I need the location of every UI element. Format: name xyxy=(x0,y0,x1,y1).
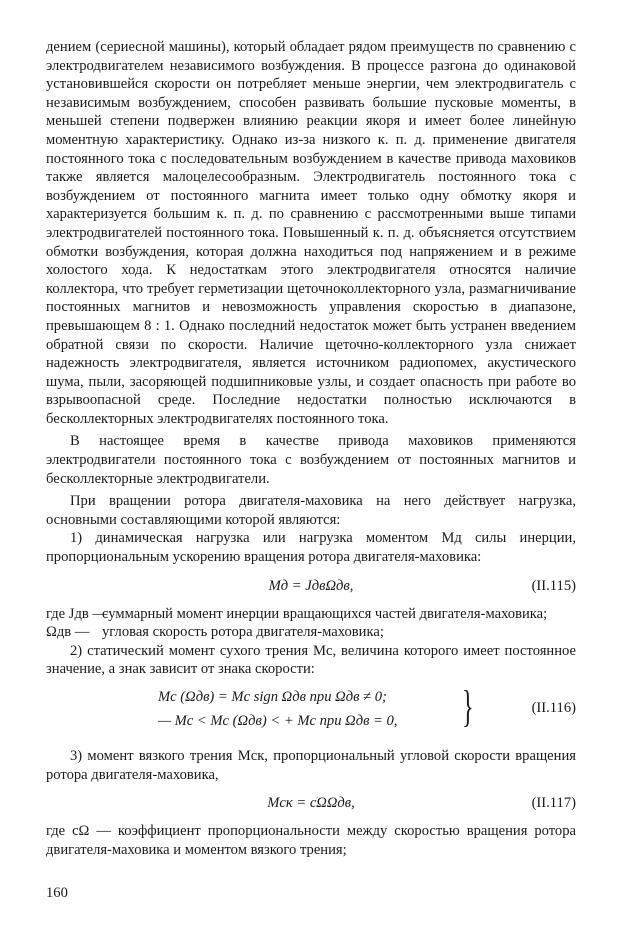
formula-ii-117-expression: Mск = cΩΩдв, xyxy=(267,795,355,812)
definition-angular-speed-text: угловая скорость ротора двигателя-маховика; xyxy=(102,624,384,641)
page-number: 160 xyxy=(46,885,68,901)
formula-ii-116-line-1: Mс (Ωдв) = Mс sign Ωдв при Ωдв ≠ 0; xyxy=(158,689,387,705)
formula-ii-116-line-2: — Mс < Mс (Ωдв) < + Mс при Ωдв = 0, xyxy=(158,713,398,729)
paragraph-static-friction: 2) статический момент сухого трения Mс, величина которого имеет постоянное значение, а знак зависит от знака скорости: xyxy=(46,642,576,678)
definition-inertia-symbol: где Jдв — xyxy=(46,605,108,622)
formula-ii-116 xyxy=(46,682,576,737)
paragraph-viscous-coefficient: где cΩ — коэффициент пропорциональности между скоростью вращения ротора двигателя-маховика и моментом вязкого трения; xyxy=(46,823,576,858)
definition-angular-speed xyxy=(46,623,576,642)
paragraph-motor-types: дением (сериесной машины), который обладает рядом преимуществ по сравнению с электродвигателем независимого возбуждения. В процессе разгона до одинаковой установившейся скорости он потребляет меньше энергии, чем электродвигатель с независимым возбуждением, способен развивать большие пусковые моменты, в меньшей степени подвержен влиянию реакции якоря и имеет более линейную моментную характеристику. Однако из-за низкого к. п. д. применение двигателя постоянного тока с последовательным возбуждением в качестве привода маховиков также является малоцелесообразным. Электродвигатель постоянного тока с возбуждением от постоянного магнита имеет только одну обмотку якоря и характеризуется большим к. п. д. по сравнению с рассмотренными выше типами электродвигателей постоянного тока. Повышенный к. п. д. объясняется отсутствием обмотки возбуждения, которая должна находиться под напряжением и в режиме холостого хода. К недостаткам этого электродвигателя относятся наличие коллектора, что требует герметизации щеточноколлекторного узла, размагничивание постоянных магнитов и невозможность управления скоростью в диапазоне, превышающем 8 : 1. Однако последний недостаток может быть устранен введением обратной связи по скорости. Наличие щеточно-коллекторного узла снижает надежность электродвигателя, является источником радиопомех, акустического шума, пыли, засоряющей подшипниковые узлы, и создает опасность при работе во взрывоопасной среде. Последние недостатки полностью исключаются в бесколлекторных электродвигателях постоянного тока. xyxy=(46,39,576,427)
formula-ii-115 xyxy=(46,573,576,599)
definition-inertia-text: суммарный момент инерции вращающихся частей двигателя-маховика; xyxy=(102,605,548,622)
formula-ii-116-lines xyxy=(158,685,398,733)
formula-ii-117 xyxy=(46,790,576,816)
paragraph-viscous-friction: 3) момент вязкого трения Mск, пропорциональный угловой скорости вращения ротора двигателя-маховика, xyxy=(46,748,576,783)
formula-ii-115-number: (II.115) xyxy=(531,577,576,594)
paragraph-flywheel-drives: В настоящее время в качестве привода маховиков применяются электродвигатели постоянного тока с возбуждением от постоянных магнитов и бесколлекторные электродвигатели. xyxy=(46,433,576,487)
formula-ii-116-number: (II.116) xyxy=(531,700,576,716)
right-brace: } xyxy=(462,682,474,731)
formula-ii-117-number: (II.117) xyxy=(531,795,576,812)
formula-ii-115-expression: Mд = JдвΩдв, xyxy=(268,577,354,594)
definition-angular-speed-symbol: Ωдв — xyxy=(46,624,90,641)
paragraph-load-components: При вращении ротора двигателя-маховика на него действует нагрузка, основными составляющими которой являются: xyxy=(46,493,576,528)
paragraph-dynamic-load: 1) динамическая нагрузка или нагрузка моментом Mд силы инерции, пропорциональным ускорению вращения ротора двигателя-маховика: xyxy=(46,530,576,566)
definition-inertia xyxy=(46,605,576,624)
